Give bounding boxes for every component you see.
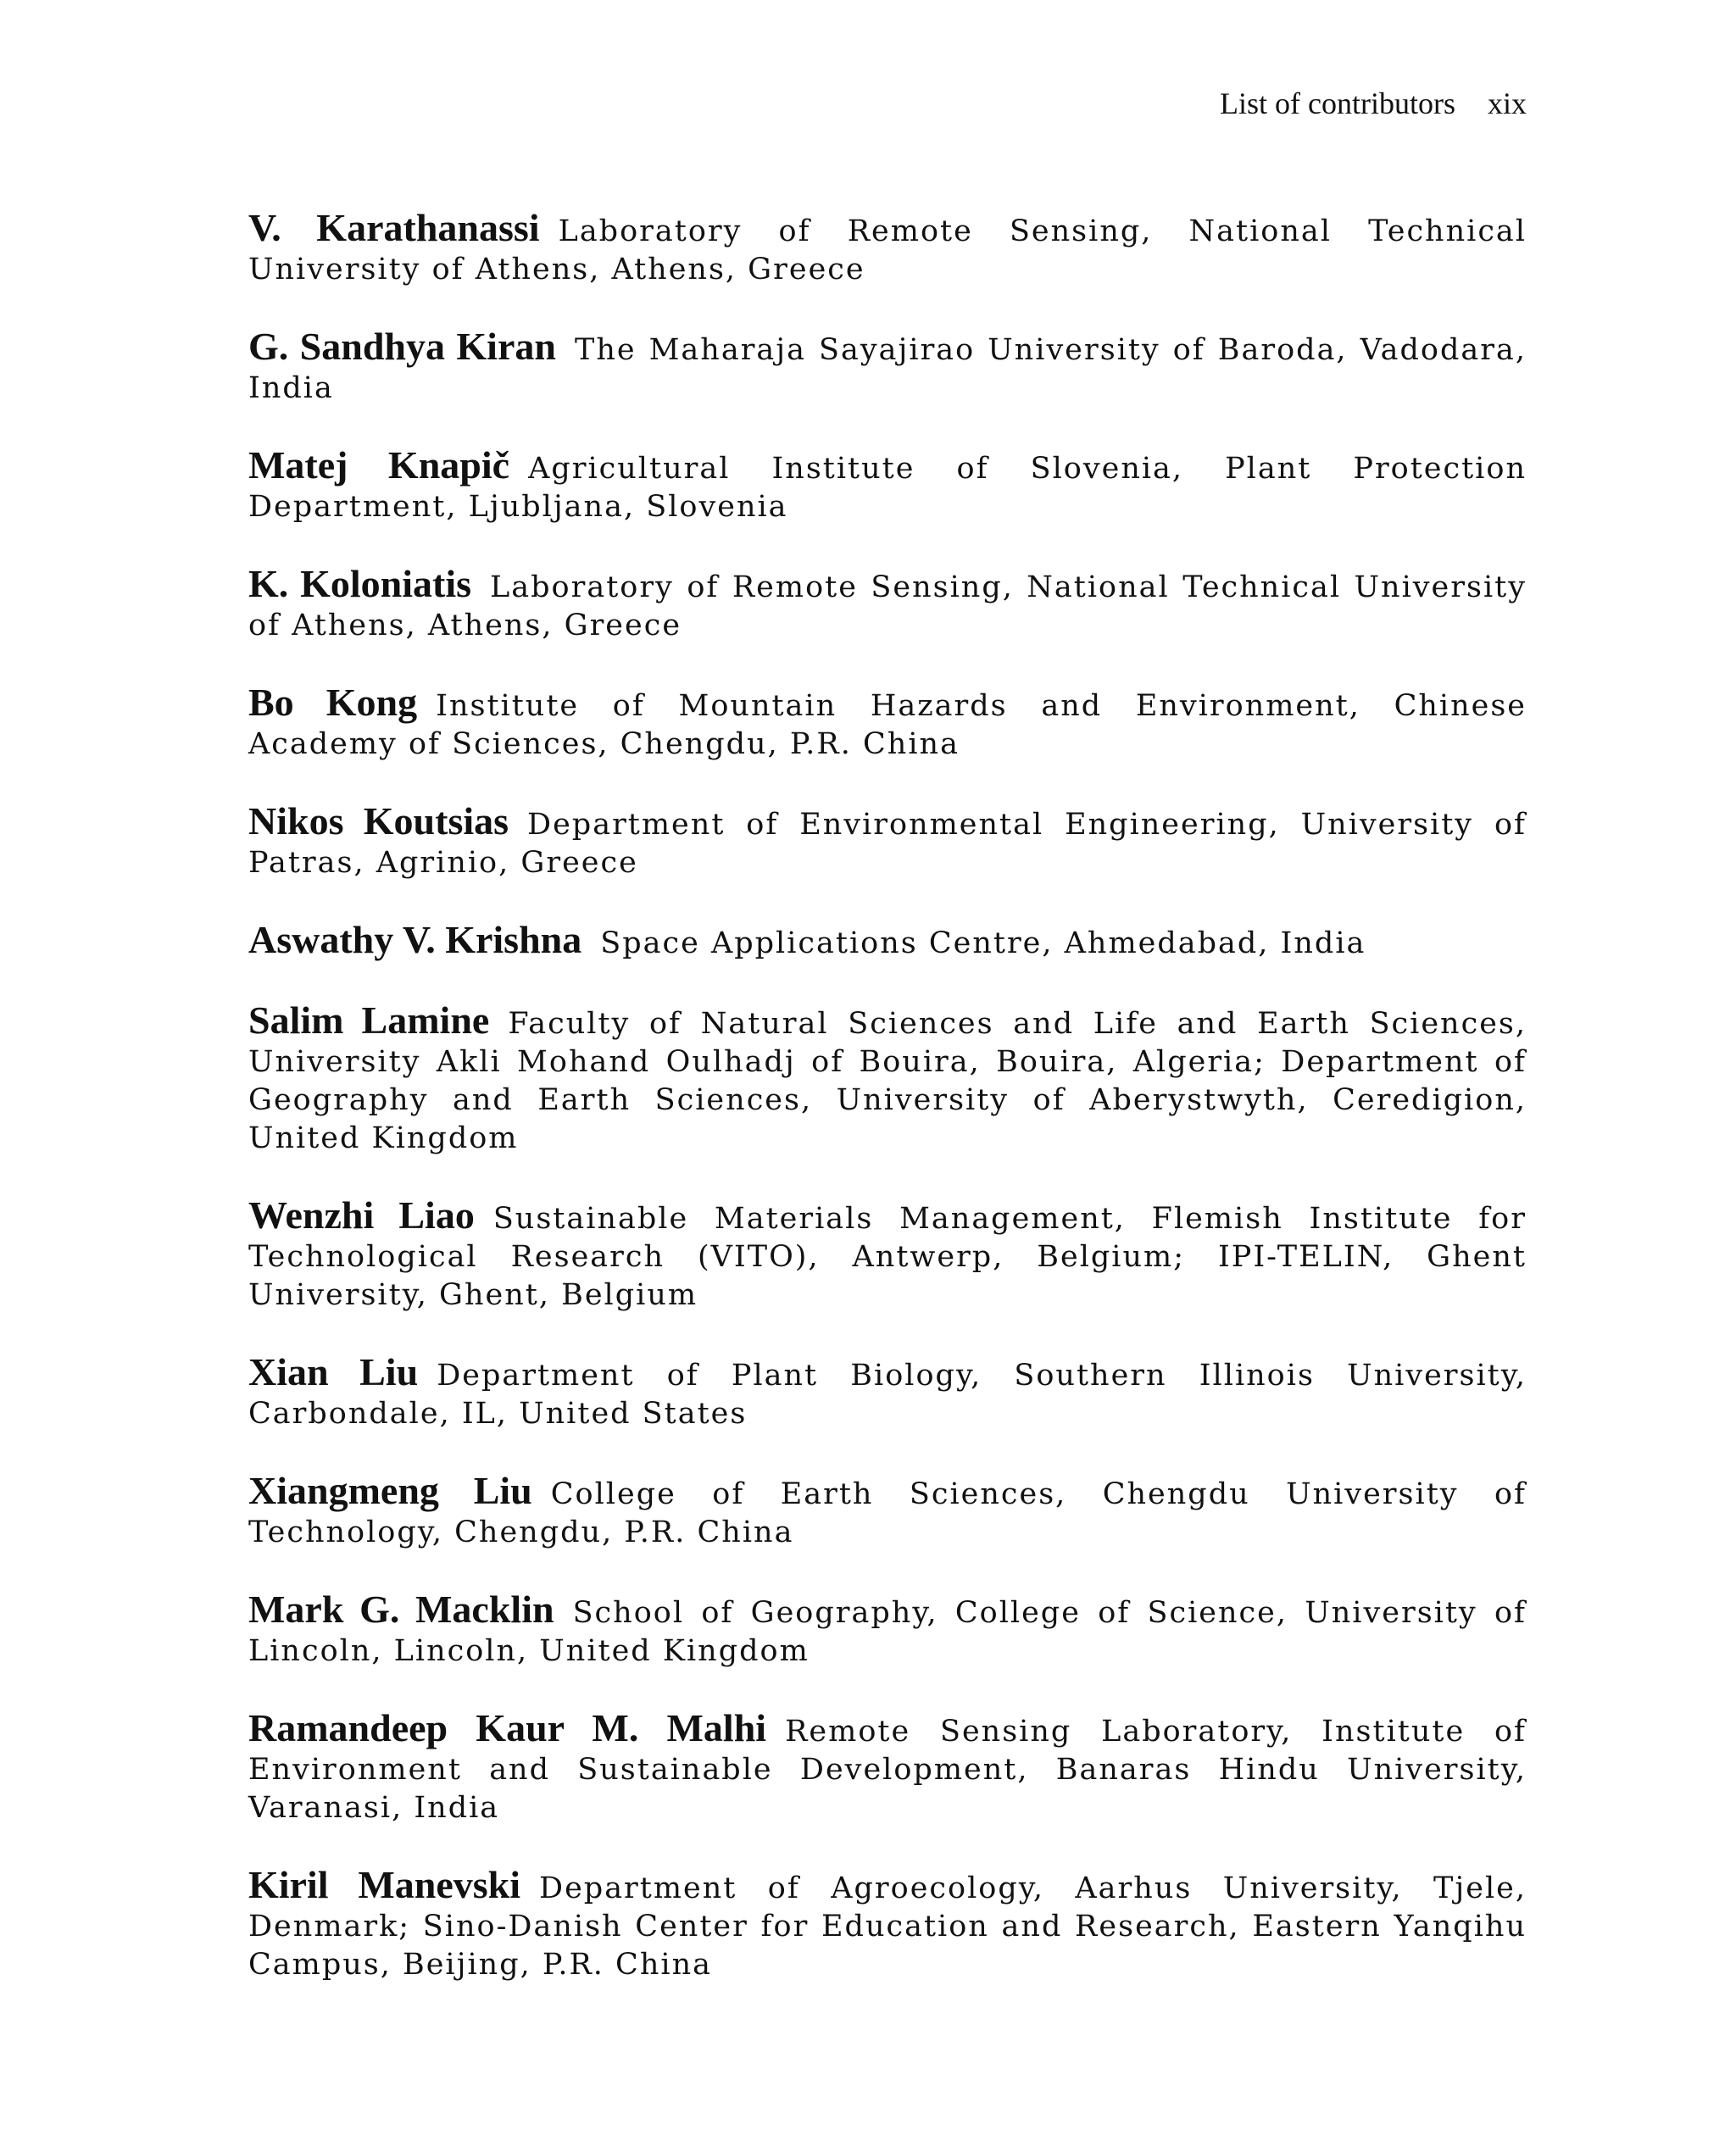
contributor-entry — [248, 683, 1527, 764]
contributor-affiliation: Department of Environmental Engineering, University of Patras, Agrinio, Greece — [248, 808, 1527, 880]
contributor-affiliation: College of Earth Sciences, Chengdu University of Technology, Chengdu, P.R. China — [248, 1477, 1527, 1549]
contributor-entry — [248, 1706, 1527, 1827]
contributor-name: Salim Lamine — [248, 998, 490, 1042]
contributor-entry — [248, 443, 1527, 526]
contributor-entry — [248, 564, 1527, 645]
contributor-entry — [248, 1471, 1527, 1552]
contributor-name: Nikos Koutsias — [248, 799, 509, 842]
contributor-entry — [248, 1863, 1527, 1984]
contributor-name: Xiangmeng Liu — [248, 1469, 532, 1512]
running-head — [1220, 85, 1527, 122]
contributor-name: K. Koloniatis — [248, 562, 472, 605]
page-number: xix — [1487, 86, 1527, 120]
contributor-entry — [248, 920, 1527, 963]
contributor-name: G. Sandhya Kiran — [248, 325, 556, 368]
contributor-list — [248, 206, 1527, 2022]
contributor-entry — [248, 1590, 1527, 1671]
contributor-name: Kiril Manevski — [248, 1863, 521, 1906]
contributor-entry — [248, 1350, 1527, 1433]
contributor-affiliation: Agricultural Institute of Slovenia, Plant Protection Department, Ljubljana, Slovenia — [248, 452, 1527, 524]
contributor-name: Mark G. Macklin — [248, 1588, 554, 1631]
contributor-affiliation: The Maharaja Sayajirao University of Baroda, Vadodara, India — [248, 333, 1527, 405]
contributor-name: Ramandeep Kaur M. Malhi — [248, 1706, 767, 1749]
contributor-affiliation: Space Applications Centre, Ahmedabad, India — [600, 926, 1366, 960]
contributor-name: Aswathy V. Krishna — [248, 918, 582, 961]
contributor-entry — [248, 206, 1527, 289]
contributor-name: Xian Liu — [248, 1350, 419, 1393]
contributor-name: V. Karathanassi — [248, 206, 540, 249]
contributor-affiliation: Laboratory of Remote Sensing, National Technical University of Athens, Athens, Greece — [248, 570, 1527, 642]
contributor-name: Bo Kong — [248, 681, 418, 724]
contributor-entry — [248, 799, 1527, 882]
contributor-affiliation: Sustainable Materials Management, Flemish Institute for Technological Research (VITO), Antwerp, Belgium; IPI-TELIN, Ghent University, Ghent, Belgium — [248, 1202, 1527, 1312]
contributor-affiliation: Laboratory of Remote Sensing, National Technical University of Athens, Athens, Greece — [248, 214, 1527, 286]
contributor-entry — [248, 327, 1527, 408]
contributor-name: Wenzhi Liao — [248, 1193, 475, 1237]
contributor-affiliation: Department of Plant Biology, Southern Illinois University, Carbondale, IL, United States — [248, 1359, 1527, 1431]
contributor-affiliation: Remote Sensing Laboratory, Institute of Environment and Sustainable Development, Banaras Hindu University, Varanasi, India — [248, 1715, 1527, 1825]
section-title: List of contributors — [1220, 86, 1455, 120]
contributor-affiliation: School of Geography, College of Science, University of Lincoln, Lincoln, United Kingdom — [248, 1596, 1527, 1668]
contributor-affiliation: Department of Agroecology, Aarhus University, Tjele, Denmark; Sino-Danish Center for Education and Research, Eastern Yanqihu Campus, Beijing, P.R. China — [248, 1871, 1527, 1982]
contributor-entry — [248, 998, 1527, 1158]
contributor-entry — [248, 1193, 1527, 1315]
contributor-affiliation: Institute of Mountain Hazards and Environment, Chinese Academy of Sciences, Chengdu, P.R. China — [248, 689, 1527, 761]
contributor-affiliation: Faculty of Natural Sciences and Life and Earth Sciences, University Akli Mohand Oulhadj of Bouira, Bouira, Algeria; Department of Geography and Earth Sciences, University of Aberystwyth, Ceredigion, United Kingdom — [248, 1007, 1527, 1155]
contributor-name: Matej Knapič — [248, 443, 510, 487]
